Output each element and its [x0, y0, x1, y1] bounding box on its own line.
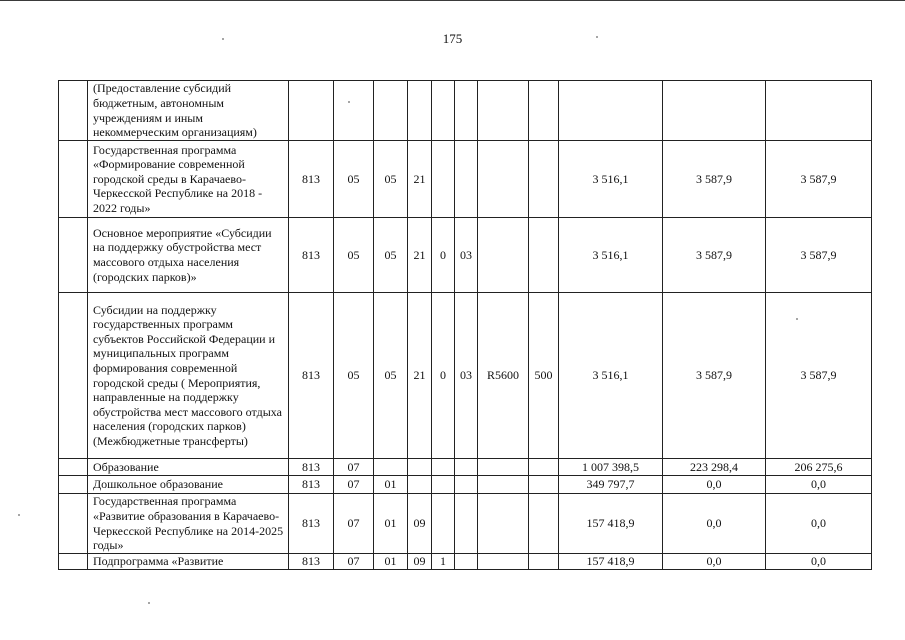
measure-code-cell: [455, 476, 478, 494]
section-code-cell: 07: [334, 554, 374, 570]
table-row: [59, 459, 872, 476]
scan-speck: [596, 36, 598, 38]
scan-speck: [148, 602, 150, 604]
expense-type-cell: [529, 476, 559, 494]
ministry-code-cell: 813: [289, 476, 334, 494]
expense-type-cell: [529, 459, 559, 476]
direction-code-cell: [478, 81, 529, 141]
section-code-cell: 07: [334, 494, 374, 554]
budget-table: [58, 80, 872, 570]
row-index-cell: [59, 293, 88, 459]
table-body: [59, 81, 872, 570]
amount-year3-cell: 0,0: [766, 554, 872, 570]
section-code-cell: 05: [334, 218, 374, 293]
row-index-cell: [59, 218, 88, 293]
amount-year1-cell: 3 516,1: [559, 141, 663, 218]
row-index-cell: [59, 141, 88, 218]
section-code-cell: 07: [334, 459, 374, 476]
direction-code-cell: [478, 476, 529, 494]
amount-year2-cell: 0,0: [663, 554, 766, 570]
subsection-code-cell: [374, 459, 408, 476]
row-index-cell: [59, 476, 88, 494]
item-name-cell: (Предоставление субсидий бюджетным, автономным учреждениям и иным некоммерческим организациям): [88, 81, 289, 141]
expense-type-cell: [529, 141, 559, 218]
direction-code-cell: [478, 494, 529, 554]
expense-type-cell: [529, 218, 559, 293]
subprogram-code-cell: [432, 459, 455, 476]
section-code-cell: 07: [334, 476, 374, 494]
scan-speck: [222, 38, 224, 40]
table-row: [59, 494, 872, 554]
section-code-cell: 05: [334, 141, 374, 218]
amount-year3-cell: [766, 81, 872, 141]
top-edge-line: [0, 0, 905, 1]
item-name-cell: Подпрограмма «Развитие: [88, 554, 289, 570]
amount-year3-cell: 0,0: [766, 476, 872, 494]
measure-code-cell: [455, 554, 478, 570]
ministry-code-cell: 813: [289, 218, 334, 293]
direction-code-cell: R5600: [478, 293, 529, 459]
subsection-code-cell: 01: [374, 494, 408, 554]
ministry-code-cell: 813: [289, 293, 334, 459]
subprogram-code-cell: [432, 494, 455, 554]
subsection-code-cell: 01: [374, 554, 408, 570]
ministry-code-cell: 813: [289, 494, 334, 554]
page-number: 175: [442, 31, 463, 46]
program-code-cell: 21: [408, 141, 432, 218]
item-name-cell: Образование: [88, 459, 289, 476]
table-row: [59, 554, 872, 570]
amount-year2-cell: [663, 81, 766, 141]
direction-code-cell: [478, 554, 529, 570]
amount-year3-cell: 3 587,9: [766, 218, 872, 293]
expense-type-cell: [529, 494, 559, 554]
subsection-code-cell: 01: [374, 476, 408, 494]
expense-type-cell: [529, 81, 559, 141]
amount-year2-cell: 0,0: [663, 494, 766, 554]
amount-year3-cell: 0,0: [766, 494, 872, 554]
subsection-code-cell: 05: [374, 293, 408, 459]
amount-year1-cell: [559, 81, 663, 141]
table-row: [59, 81, 872, 141]
direction-code-cell: [478, 141, 529, 218]
subsection-code-cell: 05: [374, 141, 408, 218]
row-index-cell: [59, 81, 88, 141]
amount-year2-cell: 223 298,4: [663, 459, 766, 476]
row-index-cell: [59, 459, 88, 476]
subprogram-code-cell: [432, 476, 455, 494]
subprogram-code-cell: 0: [432, 293, 455, 459]
item-name-cell: Дошкольное образование: [88, 476, 289, 494]
program-code-cell: [408, 81, 432, 141]
direction-code-cell: [478, 459, 529, 476]
amount-year2-cell: 0,0: [663, 476, 766, 494]
table-row: [59, 141, 872, 218]
program-code-cell: [408, 476, 432, 494]
subsection-code-cell: 05: [374, 218, 408, 293]
table-row: [59, 218, 872, 293]
scan-speck: [18, 514, 20, 516]
program-code-cell: 09: [408, 554, 432, 570]
amount-year2-cell: 3 587,9: [663, 218, 766, 293]
measure-code-cell: [455, 494, 478, 554]
amount-year1-cell: 1 007 398,5: [559, 459, 663, 476]
subprogram-code-cell: 0: [432, 218, 455, 293]
amount-year2-cell: 3 587,9: [663, 293, 766, 459]
direction-code-cell: [478, 218, 529, 293]
section-code-cell: [334, 81, 374, 141]
ministry-code-cell: 813: [289, 554, 334, 570]
amount-year1-cell: 3 516,1: [559, 218, 663, 293]
table-row: [59, 293, 872, 459]
item-name-cell: Основное мероприятие «Субсидии на поддержку обустройства мест массового отдыха населения (городских парков)»: [88, 218, 289, 293]
amount-year3-cell: 206 275,6: [766, 459, 872, 476]
program-code-cell: [408, 459, 432, 476]
item-name-cell: Государственная программа «Развитие образования в Карачаево-Черкесской Республике на 2014-2025 годы»: [88, 494, 289, 554]
amount-year1-cell: 157 418,9: [559, 554, 663, 570]
measure-code-cell: [455, 459, 478, 476]
item-name-cell: Государственная программа «Формирование современной городской среды в Карачаево-Черкесской Республике на 2018 - 2022 годы»: [88, 141, 289, 218]
program-code-cell: 09: [408, 494, 432, 554]
measure-code-cell: [455, 141, 478, 218]
program-code-cell: 21: [408, 293, 432, 459]
measure-code-cell: 03: [455, 218, 478, 293]
expense-type-cell: 500: [529, 293, 559, 459]
program-code-cell: 21: [408, 218, 432, 293]
subprogram-code-cell: [432, 81, 455, 141]
item-name-cell: Субсидии на поддержку государственных программ субъектов Российской Федерации и муниципальных программ формирования современной городской среды ( Мероприятия, направленные на поддержку обустройства мест массового отдыха населения (городских парков) (Межбюджетные трансферты): [88, 293, 289, 459]
subprogram-code-cell: 1: [432, 554, 455, 570]
row-index-cell: [59, 494, 88, 554]
amount-year3-cell: 3 587,9: [766, 141, 872, 218]
section-code-cell: 05: [334, 293, 374, 459]
subsection-code-cell: [374, 81, 408, 141]
ministry-code-cell: 813: [289, 459, 334, 476]
ministry-code-cell: 813: [289, 141, 334, 218]
measure-code-cell: [455, 81, 478, 141]
table-row: [59, 476, 872, 494]
amount-year1-cell: 349 797,7: [559, 476, 663, 494]
row-index-cell: [59, 554, 88, 570]
amount-year3-cell: 3 587,9: [766, 293, 872, 459]
amount-year1-cell: 3 516,1: [559, 293, 663, 459]
subprogram-code-cell: [432, 141, 455, 218]
ministry-code-cell: [289, 81, 334, 141]
amount-year1-cell: 157 418,9: [559, 494, 663, 554]
amount-year2-cell: 3 587,9: [663, 141, 766, 218]
measure-code-cell: 03: [455, 293, 478, 459]
expense-type-cell: [529, 554, 559, 570]
